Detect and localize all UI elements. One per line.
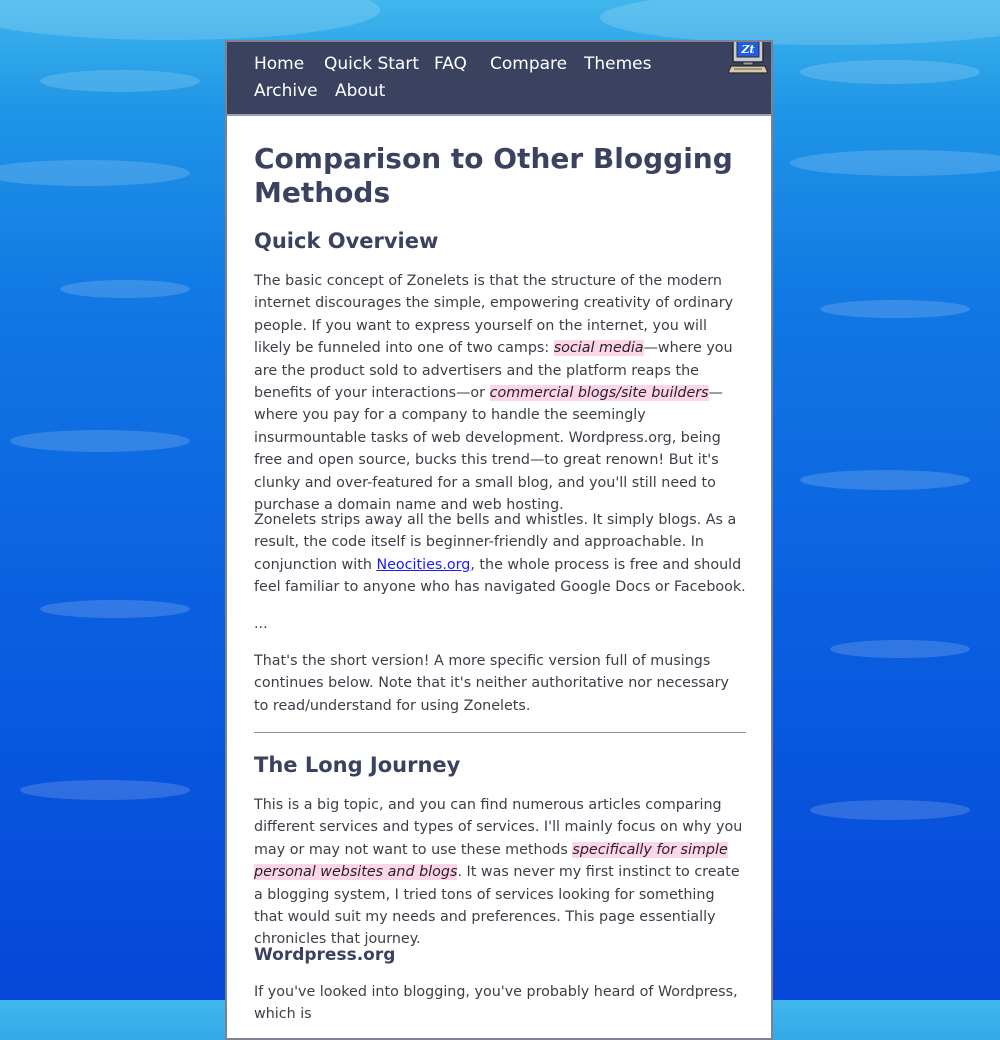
heading-quick-overview: Quick Overview xyxy=(254,229,439,253)
wordpress-paragraph-1: If you've looked into blogging, you've probably heard of Wordpress, which is xyxy=(254,984,738,1023)
nav-archive[interactable]: Archive xyxy=(254,81,318,101)
overview-paragraph-2: Zonelets strips away all the bells and whistles. It simply blogs. As a result, the code itself is beginner-friendly and approachable. In conjunction with Neocities.org, the whole process is free and should feel familiar to anyone who has navigated Google Docs or Facebook. xyxy=(254,512,746,596)
section-divider xyxy=(254,732,746,733)
heading-long-journey: The Long Journey xyxy=(254,753,461,777)
ellipsis: ... xyxy=(254,616,268,632)
overview-paragraph-1: The basic concept of Zonelets is that the structure of the modern internet discourages the simple, empowering creativity of ordinary people. If you want to express yourself on the internet, you will likely be funneled into one of two camps: social media—where you are the product sold to advertisers and the platform reaps the benefits of your interactions—or commercial blogs/site builders—where you pay for a company to handle the seemingly insurmountable tasks of web development. Wordpress.org, being free and open source, bucks this trend—to great renown! But it's clunky and over-featured for a small blog, and you'll still need to purchase a domain name and web hosting. xyxy=(254,273,734,514)
zonelets-computer-logo-icon[interactable] xyxy=(728,40,768,74)
nav-faq[interactable]: FAQ xyxy=(434,54,467,74)
highlight-personal-websites: specifically for simple personal websites and blogs xyxy=(254,841,728,881)
page-title: Comparison to Other Blogging Methods xyxy=(254,142,733,209)
journey-paragraph-1: This is a big topic, and you can find numerous articles comparing different services and types of services. I'll mainly focus on why you may or may not want to use these methods specifically for simple personal websites and blogs. It was never my first instinct to create a blogging system, I tried tons of services looking for something that would suit my needs and preferences. This page essentially chronicles that journey. xyxy=(254,797,743,948)
nav-compare[interactable]: Compare xyxy=(490,54,568,74)
page-container xyxy=(225,40,773,1040)
overview-paragraph-3: That's the short version! A more specific version full of musings continues below. Note that it's neither authoritative nor necessary to read/understand for using Zonelets. xyxy=(254,653,729,714)
nav-themes[interactable]: Themes xyxy=(584,54,652,74)
top-nav xyxy=(227,42,771,116)
nav-quick-start[interactable]: Quick Start xyxy=(324,54,420,74)
logo-text: Zt xyxy=(741,43,755,56)
nav-about[interactable]: About xyxy=(335,81,386,101)
highlight-commercial-blogs: commercial blogs/site builders xyxy=(489,385,709,402)
neocities-link[interactable]: Neocities.org xyxy=(376,556,471,573)
highlight-social-media: social media xyxy=(553,340,644,357)
nav-home[interactable]: Home xyxy=(254,54,305,74)
heading-wordpress: Wordpress.org xyxy=(254,945,396,965)
